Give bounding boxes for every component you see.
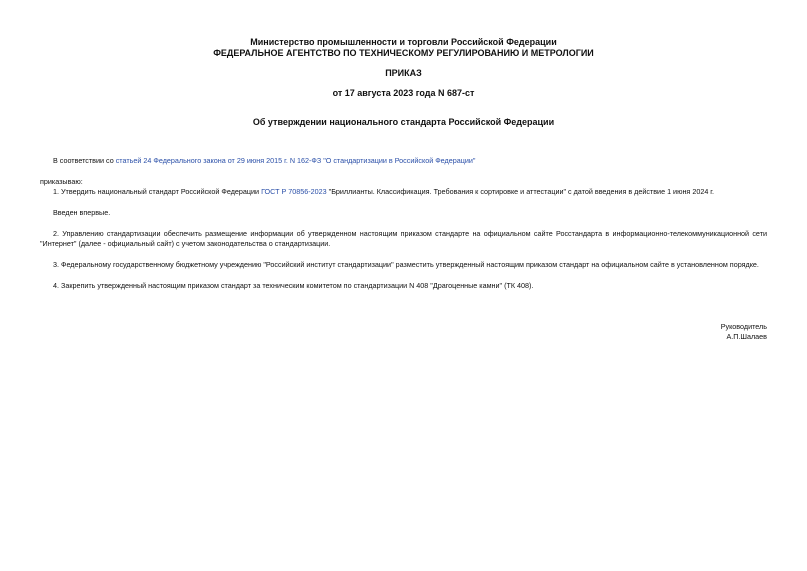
- item-1-paragraph: [53, 187, 714, 197]
- item-3-paragraph: 3. Федеральному государственному бюджетному учреждению "Российский институт стандартизации" разместить утвержденный настоящим приказом стандарт на официальном сайте в установленном порядке.: [53, 260, 759, 269]
- intro-paragraph: [53, 156, 475, 166]
- item-2-paragraph: 2. Управлению стандартизации обеспечить размещение информации об утвержденном настоящим приказом стандарте на официальном сайте Росстандарта в информационно-телекоммуникационной сети "Интернет" (далее - официальный сайт) с учетом законодательства о стандартизации.: [40, 229, 767, 248]
- order-word: приказываю:: [40, 177, 83, 186]
- document-subject: Об утверждении национального стандарта Российской Федерации: [252, 117, 555, 127]
- document-date-number: от 17 августа 2023 года N 687-ст: [332, 88, 475, 98]
- signature-name: А.П.Шалаев: [726, 332, 767, 341]
- item-1-suffix: "Бриллианты. Классификация. Требования к сортировке и аттестации" с датой введения в действие 1 июня 2024 г.: [326, 187, 715, 196]
- signature-title: Руководитель: [720, 322, 767, 331]
- ministry-heading: Министерство промышленности и торговли Российской Федерации: [250, 37, 557, 47]
- document-type: ПРИКАЗ: [385, 68, 422, 78]
- introduced-note: Введен впервые.: [53, 208, 111, 217]
- federal-law-link[interactable]: статьей 24 Федерального закона от 29 июня 2015 г. N 162-ФЗ "О стандартизации в Российской Федерации": [115, 156, 476, 165]
- intro-prefix: В соответствии со: [53, 156, 116, 165]
- gost-link[interactable]: ГОСТ Р 70856-2023: [261, 187, 327, 196]
- item-1-prefix: 1. Утвердить национальный стандарт Российской Федерации: [53, 187, 262, 196]
- agency-heading: ФЕДЕРАЛЬНОЕ АГЕНТСТВО ПО ТЕХНИЧЕСКОМУ РЕГУЛИРОВАНИЮ И МЕТРОЛОГИИ: [213, 48, 594, 58]
- item-4-paragraph: 4. Закрепить утвержденный настоящим приказом стандарт за техническим комитетом по стандартизации N 408 "Драгоценные камни" (ТК 408).: [53, 281, 534, 290]
